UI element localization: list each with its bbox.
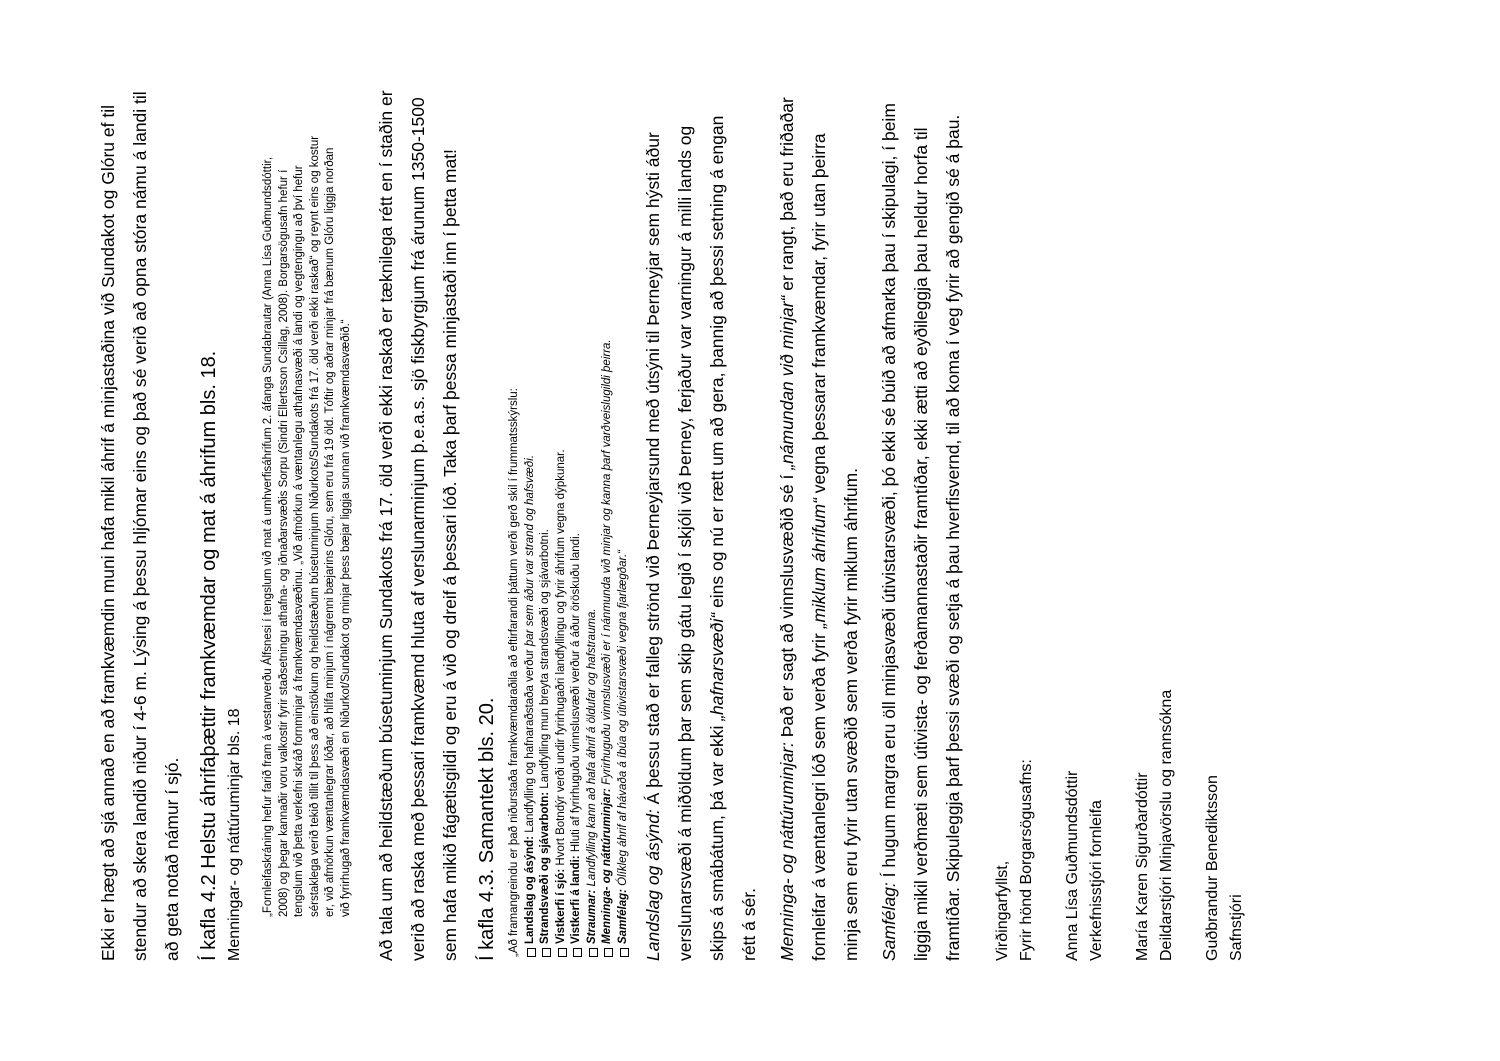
- samfelag-paragraph: [873, 90, 969, 961]
- summary-item: [554, 90, 570, 957]
- summary-item: [538, 90, 554, 957]
- section-4-2-quote: „Fornleifaskráning hefur farið fram á vestanverðu Álfsnesi í tengslum við mat á umhverfisáhrifum 2. áfanga Sundabrautar (Anna Lísa Guðmundsdóttir, 2008) og þegar kannaðir voru valkostir fyrir staðsetningu athafna- og iðnaðarsvæðis Sorpu (Sindri Ellertsson Csillag, 2008). Borgarsögusafn hefur í tengslum við þetta verkefni skráð fornminjar á framkvæmdasvæðinu. „Við afmörkun á væntanlegu athafnasvæði á landi og vegtengingu að því hefur sérstaklega verið tekið tillit til þess að einstökum og heildstæðum búsetuminjum Niðurkots/Sundakots frá 17. öld verði ekki raskað“ og reynt eins og kostur er, við afmörkun væntanlegrar lóðar, að hlífa minjum í nágrenni bæjarins Glóru, sem eru frá 19 öld. Tóftir og aðrar minjar frá bænum Glóru liggja norðan við fyrirhugað framkvæmdasvæði en Niðurkot/Sundakot og minjar þess bæjar liggja sunnan við framkvæmdasvæðið.“: [262, 135, 352, 917]
- samfelag-text: Í hugum margra eru öll minjasvæði útivistarsvæði, þó ekki sé búið að afmarka þau í skipulagi, í þeim liggja mikil verðmæti sem útivista- og ferðamannastaðir framtíðar, ekki ætti að eyðileggja þau heldur horfa til framtíðar. Skipuleggja þarf þessi svæði og setja á þau hverfisvernd, til að koma í veg fyrir að gengið sé á þau.: [879, 103, 963, 961]
- summary-item-label: Straumar:: [585, 889, 598, 944]
- signatory-name: Anna Lísa Guðmundsdóttir: [1064, 770, 1081, 961]
- section-4-2-commentary: Að tala um að heildstæðum búsetuminjum Sundakots frá 17. öld verði ekki raskað er tæknilega rétt en í staðin er verið að raska með þessari framkvæmd hluta af verslunarminjum þ.e.a.s. sjö fiskbyrgjum frá árunum 1350-1500 sem hafa mikið fágætisgildi og eru á við og dreif á þessari lóð. Taka þarf þessa minjastaði inn í þetta mat!: [376, 90, 460, 961]
- menninga-paragraph: [771, 90, 867, 961]
- summary-item: [569, 90, 585, 957]
- section-4-2-subheading: Menningar- og náttúruminjar bls. 18: [226, 708, 243, 961]
- checkbox-icon: [589, 948, 598, 957]
- menninga-quoted-2: „miklum áhrifum“: [809, 498, 829, 629]
- summary-item: [616, 90, 632, 957]
- menninga-text-2: er rangt, það eru friðaðar fornleifar á væntanlegri lóð sem verða fyrir: [777, 97, 829, 961]
- summary-item: [585, 90, 601, 957]
- summary-item: [600, 90, 616, 957]
- signatory-name: Guðbrandur Benediktsson: [1204, 775, 1221, 961]
- landslag-quoted: „hafnarsvæði“: [707, 612, 727, 721]
- summary-item-label: Strandsvæði og sjávarbotn:: [539, 791, 551, 944]
- summary-item-label: Landslag og ásýnd:: [523, 836, 536, 944]
- menninga-quoted-1: „námundan við minjar“: [777, 295, 797, 470]
- summary-item-label: Menninga- og náttúruminjar:: [601, 788, 613, 944]
- checkbox-icon: [527, 948, 536, 957]
- samfelag-label: Samfélag:: [879, 882, 899, 961]
- section-4-2-heading: Í kafla 4.2 Helstu áhrifaþættir framkvæmdar og mat á áhrifum bls. 18.: [198, 350, 220, 961]
- checkbox-icon: [604, 948, 613, 957]
- landslag-paragraph: [637, 90, 765, 961]
- summary-item-label: Samfélag:: [616, 889, 629, 944]
- signatory: [1061, 90, 1109, 961]
- menninga-text-3: vegna þessarar framkvæmdar, fyrir utan þeirra minja sem eru fyrir utan svæðið sem verða fyrir miklum áhrifum.: [809, 133, 861, 961]
- summary-item-label: Vistkerfi á landi:: [570, 855, 582, 944]
- checkbox-icon: [558, 948, 567, 957]
- signatory: [1131, 90, 1179, 961]
- checkbox-icon: [573, 948, 582, 957]
- intro-paragraph: Ekki er hægt að sjá annað en að framkvæmdin muni hafa mikil áhrif á minjastaðina við Sundakot og Glóru ef til stendur að skera landið niður í 4-6 m. Lýsing á þessu hljómar eins og það sé verið að opna stóra námu á landi til að geta notað námur í sjó.: [98, 91, 182, 961]
- closing-block: [991, 90, 1039, 961]
- closing-greeting: Virðingarfyllst,: [994, 860, 1011, 961]
- summary-item-text: Hluti af fyrirhuguðu vinnslusvæði verður á áður öröskuðu landi.: [570, 533, 582, 853]
- summary-item-text: Landfylling mun breyta strandsvæði og sjávarbotni.: [539, 529, 551, 789]
- summary-item-label: Vistkerfi í sjó:: [554, 868, 567, 944]
- closing-on-behalf: Fyrir hönd Borgarsögusafns:: [1018, 759, 1035, 961]
- signatory: [1201, 90, 1249, 961]
- landslag-text-end: eins og nú er rætt um að gera, þannig að þessi setning á engan rétt á sér.: [707, 115, 759, 961]
- menninga-label: Menninga- og náttúruminjar:: [777, 742, 797, 961]
- landslag-label: Landslag og ásýnd:: [643, 809, 663, 961]
- menninga-text: Það er sagt að vinnslusvæðið sé í: [777, 469, 797, 743]
- signatory-name: María Karen Sigurðardóttir: [1134, 772, 1151, 961]
- signatory-title: Safnstjóri: [1228, 894, 1245, 961]
- summary-item-italic: Ólíkleg áhrif af hávaða á íbúa og útivistarsvæði vegna fjarlægðar.“: [616, 550, 629, 886]
- landslag-text: Á þessu stað er falleg strönd við Þerneyjarsund með útsýni til Þerneyjar sem hýsti áður verslunarsvæði á miðöldum þar sem skip gátu legið í skjóli við Þerney, ferjaður var varningur á milli lands og skips á smábátum, þá var ekki: [643, 125, 727, 961]
- summary-item-text: Hvort Botndýr verði undir fyrirhugaðri landfyllingu og fyrir áhrifum vegna dýpkunar.: [554, 449, 567, 866]
- summary-lead: „Að framangreindu er það niðurstaða framkvæmdaraðila að eftirfarandi þáttum verði gerð skil í frummatsskýrslu:: [508, 388, 520, 957]
- section-4-3-heading: Í kafla 4.3. Samantekt bls. 20.: [476, 697, 498, 961]
- checkbox-icon: [620, 948, 629, 957]
- checkbox-icon: [542, 948, 551, 957]
- summary-item-italic: Landfylling kann að hafa áhrif á öldufar og hafstrauma.: [585, 608, 598, 887]
- summary-item: [523, 90, 539, 957]
- summary-list: [507, 90, 631, 961]
- summary-item-text: Landfylling og hafnaraðstaða verður: [523, 646, 536, 833]
- summary-item-italic: þar sem áður var strand og hafsvæði.: [523, 454, 536, 647]
- summary-item-italic: Fyrirhuguðu vinnslusvæði er í nánmunda við minjar og kanna þarf varðveislugildi þeirra.: [601, 339, 613, 785]
- signatory-title: Verkefnisstjóri fornleifa: [1088, 800, 1105, 961]
- signatory-title: Deildarstjóri Minjavörslu og rannsókna: [1158, 689, 1175, 961]
